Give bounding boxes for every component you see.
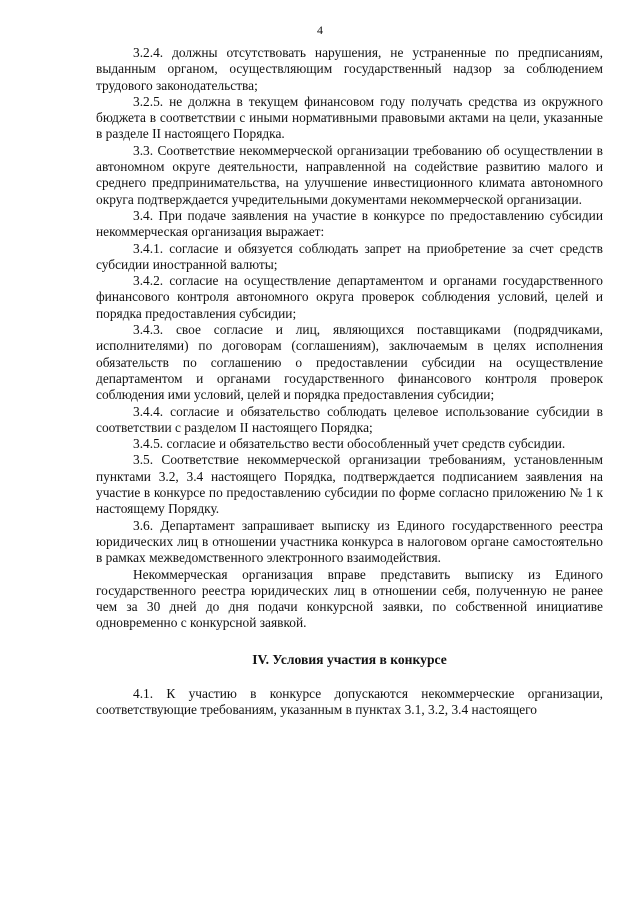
paragraph-3-4-4: 3.4.4. согласие и обязательство соблюдать целевое использование субсидии в соответствии с разделом II настоящего Порядка; [96, 403, 603, 435]
paragraph-3-6-note: Некоммерческая организация вправе представить выписку из Единого государственного реестра юридических лиц в отношении себя, полученную не ранее чем за 30 дней до дня подачи конкурсной заявки, по собственной инициативе одновременно с конкурсной заявкой. [96, 566, 603, 631]
document-body [96, 45, 603, 719]
paragraph-3-4-5: 3.4.5. согласие и обязательство вести обособленный учет средств субсидии. [133, 436, 566, 452]
paragraph-3-4-3: 3.4.3. свое согласие и лиц, являющихся поставщиками (подрядчиками, исполнителями) по договорам (соглашениям), заключаемым в целях исполнения обязательств по соглашению о предоставлении субсидии на осуществление департаментом и органами государственного финансового контроля проверок соблюдения ими условий, целей и порядка предоставления субсидии; [96, 322, 603, 403]
paragraph-3-2-5: 3.2.5. не должна в текущем финансовом году получать средства из окружного бюджета в соответствии с иными нормативными правовыми актами на цели, указанные в разделе II настоящего Порядка. [96, 93, 603, 142]
paragraph-3-4: 3.4. При подаче заявления на участие в конкурсе по предоставлению субсидии некоммерческая организация выражает: [96, 207, 603, 240]
paragraph-3-4-2: 3.4.2. согласие на осуществление департаментом и органами государственного финансового контроля автономного округа проверок соблюдения условий, целей и порядка предоставления субсидии; [96, 273, 603, 321]
section-heading: IV. Условия участия в конкурсе [252, 651, 447, 667]
paragraph-3-3: 3.3. Соответствие некоммерческой организации требованию об осуществлении в автономном округе деятельности, направленной на содействие развитию малого и среднего предпринимательства, на улучшение инвестиционного климата автономного округа подтверждается учредительными документами некоммерческой организации. [96, 142, 603, 207]
paragraph-3-2-4: 3.2.4. должны отсутствовать нарушения, не устраненные по предписаниям, выданным органом, осуществляющим государственный надзор за соблюдением трудового законодательства; [96, 45, 603, 93]
page-number: 4 [317, 23, 323, 37]
paragraph-3-6: 3.6. Департамент запрашивает выписку из Единого государственного реестра юридических лиц в отношении участника конкурса в налоговом органе самостоятельно в рамках межведомственного электронного взаимодействия. [96, 517, 603, 566]
paragraph-3-5: 3.5. Соответствие некоммерческой организации требованиям, установленным пунктами 3.2, 3.4 настоящего Порядка, подтверждается подписанием заявления на участие в конкурсе по предоставлению субсидии по форме согласно приложению № 1 к настоящему Порядку. [96, 452, 603, 517]
paragraph-4-1: 4.1. К участию в конкурсе допускаются некоммерческие организации, соответствующие требованиям, указанным в пунктах 3.1, 3.2, 3.4 настоящего [96, 685, 603, 718]
paragraph-3-4-1: 3.4.1. согласие и обязуется соблюдать запрет на приобретение за счет средств субсидии иностранной валюты; [96, 240, 603, 272]
